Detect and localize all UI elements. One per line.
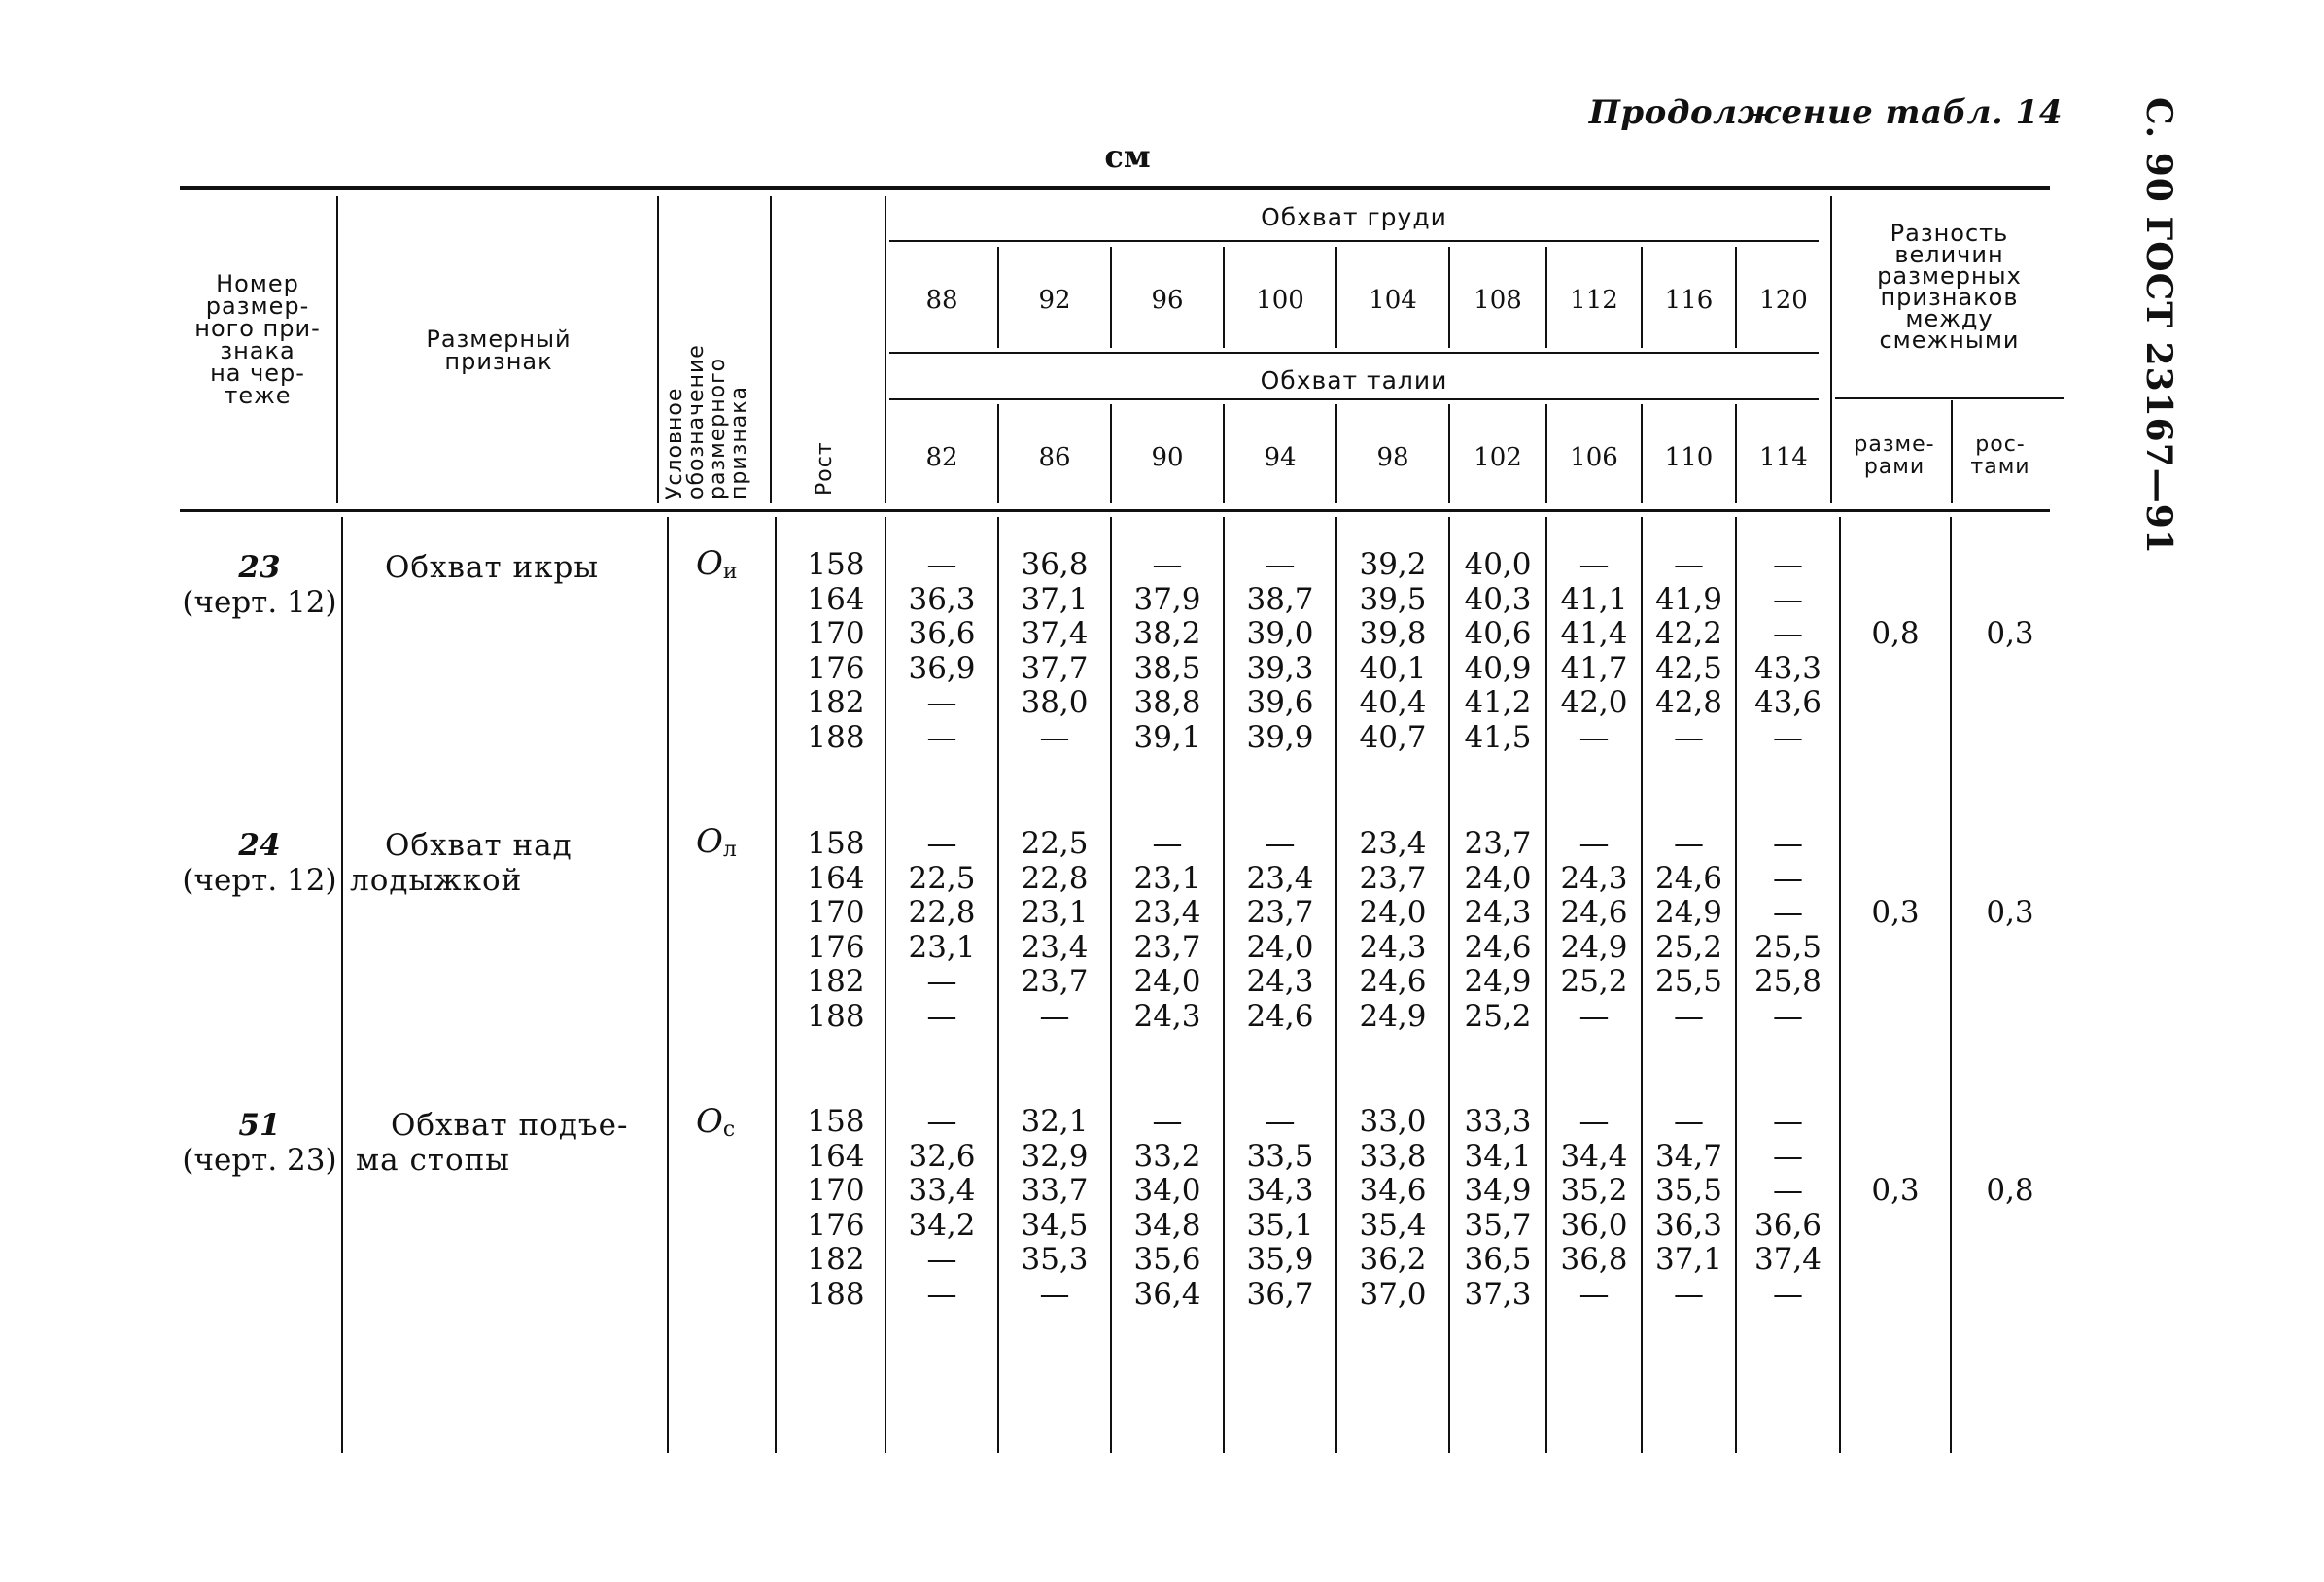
- value-column: — 24,3 24,6 24,9 25,2 —: [1560, 826, 1628, 1034]
- value-column: 33,0 33,8 34,6 35,4 36,2 37,0: [1359, 1104, 1427, 1312]
- feature-number-cell: [180, 828, 339, 898]
- header-difference: Разность величин размерных признаков между смежными: [1877, 220, 2022, 354]
- height-list: 158 164 170 176 182 188: [807, 826, 865, 1034]
- value-column: 23,7 24,0 24,3 24,6 24,9 25,2: [1464, 826, 1532, 1034]
- waist-value: 82: [925, 443, 958, 472]
- feature-symbol: [696, 544, 764, 584]
- waist-value: 102: [1474, 443, 1522, 472]
- value-column: 36,8 37,1 37,4 37,7 38,0 —: [1021, 547, 1089, 755]
- header-chest: Обхват груди: [1261, 203, 1447, 231]
- value-column: — 38,7 39,0 39,3 39,6 39,9: [1246, 547, 1314, 755]
- diff-by-sizes: 0,8: [1871, 616, 1920, 651]
- header-divider: [1830, 196, 1832, 503]
- drawing-reference: (черт. 12): [182, 863, 337, 898]
- waist-value: 110: [1664, 443, 1714, 472]
- waist-value: 86: [1038, 443, 1071, 472]
- diff-by-heights: 0,3: [1986, 616, 2034, 651]
- header-waist: Обхват талии: [1260, 366, 1448, 395]
- waist-underline: [889, 398, 1819, 400]
- value-column: 32,1 32,9 33,7 34,5 35,3 —: [1021, 1104, 1089, 1312]
- feature-number: 23: [238, 550, 281, 585]
- diff-by-sizes: 0,3: [1871, 895, 1920, 930]
- feature-number: 24: [238, 828, 281, 863]
- value-column: — 33,2 34,0 34,8 35,6 36,4: [1133, 1104, 1201, 1312]
- height-list: 158 164 170 176 182 188: [807, 547, 865, 755]
- value-column: — — — 36,6 37,4 —: [1753, 1104, 1822, 1312]
- value-column: 23,4 23,7 24,0 24,3 24,6 24,9: [1359, 826, 1427, 1034]
- drawing-reference: (черт. 23): [182, 1143, 337, 1178]
- body-divider: [1950, 517, 1952, 1453]
- value-column: 40,0 40,3 40,6 40,9 41,2 41,5: [1464, 547, 1532, 755]
- waist-value: 90: [1151, 443, 1184, 472]
- feature-name: Обхват над лодыжкой: [350, 828, 572, 898]
- feature-symbol: [696, 822, 764, 862]
- height-list: 158 164 170 176 182 188: [807, 1104, 865, 1312]
- header-bottom-rule: [180, 509, 2050, 512]
- feature-name: Обхват икры: [385, 550, 600, 585]
- value-column: — — — 25,5 25,8 —: [1753, 826, 1822, 1034]
- chest-value: 108: [1474, 286, 1522, 315]
- diff-by-sizes: 0,3: [1871, 1173, 1920, 1208]
- value-column: — 32,6 33,4 34,2 — —: [908, 1104, 976, 1312]
- body-divider: [775, 517, 777, 1453]
- header-feature-number: Номер размер- ного при- знака на чер- теже: [194, 270, 321, 409]
- waist-value: 106: [1570, 443, 1618, 472]
- feature-symbol: [696, 1102, 764, 1142]
- chest-values-underline: [889, 352, 1819, 354]
- difference-underline: [1835, 397, 2064, 399]
- chest-value: 92: [1038, 286, 1071, 315]
- chest-value: 96: [1151, 286, 1184, 315]
- header-by-sizes: разме- рами: [1854, 432, 1935, 479]
- waist-value: 94: [1264, 443, 1297, 472]
- body-divider: [341, 517, 343, 1453]
- value-column: — 36,3 36,6 36,9 — —: [908, 547, 976, 755]
- waist-value: 98: [1376, 443, 1409, 472]
- header-divider: [657, 196, 659, 503]
- value-column: — 24,6 24,9 25,2 25,5 —: [1654, 826, 1723, 1034]
- value-column: — 41,1 41,4 41,7 42,0 —: [1560, 547, 1628, 755]
- header-height: Рост: [813, 441, 837, 496]
- value-column: — 23,1 23,4 23,7 24,0 24,3: [1133, 826, 1201, 1034]
- page-standard-label: С. 90 ГОСТ 23167—91: [2138, 97, 2179, 555]
- chest-value: 120: [1759, 286, 1808, 315]
- header-feature: Размерный признак: [426, 326, 572, 375]
- value-column: — 34,4 35,2 36,0 36,8 —: [1560, 1104, 1628, 1312]
- symbol-letter: О: [696, 1102, 723, 1141]
- chest-value: 88: [925, 286, 958, 315]
- symbol-subscript: с: [722, 1118, 736, 1142]
- value-column: — 23,4 23,7 24,0 24,3 24,6: [1246, 826, 1314, 1034]
- waist-value: 114: [1759, 443, 1808, 472]
- chest-value: 112: [1570, 286, 1618, 315]
- symbol-subscript: л: [722, 838, 737, 862]
- header-symbol: Условное обозначение размерного признака: [663, 344, 751, 499]
- symbol-letter: О: [696, 544, 723, 583]
- diff-by-heights: 0,3: [1986, 895, 2034, 930]
- value-column: 22,5 22,8 23,1 23,4 23,7 —: [1021, 826, 1089, 1034]
- value-column: — — — 43,3 43,6 —: [1753, 547, 1822, 755]
- table-top-rule: [180, 186, 2050, 190]
- value-column: — 41,9 42,2 42,5 42,8 —: [1654, 547, 1723, 755]
- header-divider: [770, 196, 772, 503]
- header-divider: [336, 196, 338, 503]
- feature-number: 51: [238, 1108, 281, 1143]
- chest-underline: [889, 240, 1819, 242]
- value-column: — 34,7 35,5 36,3 37,1 —: [1654, 1104, 1723, 1312]
- symbol-subscript: и: [722, 560, 738, 584]
- chest-value: 100: [1256, 286, 1304, 315]
- symbol-letter: О: [696, 822, 723, 861]
- header-by-heights: рос- тами: [1970, 432, 2030, 479]
- body-divider: [1839, 517, 1841, 1453]
- value-column: — 33,5 34,3 35,1 35,9 36,7: [1246, 1104, 1314, 1312]
- feature-number-cell: [180, 1108, 339, 1178]
- diff-by-heights: 0,8: [1986, 1173, 2034, 1208]
- feature-number-cell: [180, 550, 339, 620]
- chest-value: 116: [1664, 286, 1714, 315]
- unit-label: см: [1104, 138, 1151, 175]
- body-divider: [667, 517, 669, 1453]
- drawing-reference: (черт. 12): [182, 585, 337, 620]
- value-column: 39,2 39,5 39,8 40,1 40,4 40,7: [1359, 547, 1427, 755]
- value-column: 33,3 34,1 34,9 35,7 36,5 37,3: [1464, 1104, 1532, 1312]
- chest-value: 104: [1369, 286, 1417, 315]
- table-continuation-caption: Продолжение табл. 14: [1588, 93, 2063, 132]
- value-column: — 22,5 22,8 23,1 — —: [908, 826, 976, 1034]
- feature-name: Обхват подъе- ма стопы: [356, 1108, 629, 1178]
- value-column: — 37,9 38,2 38,5 38,8 39,1: [1133, 547, 1201, 755]
